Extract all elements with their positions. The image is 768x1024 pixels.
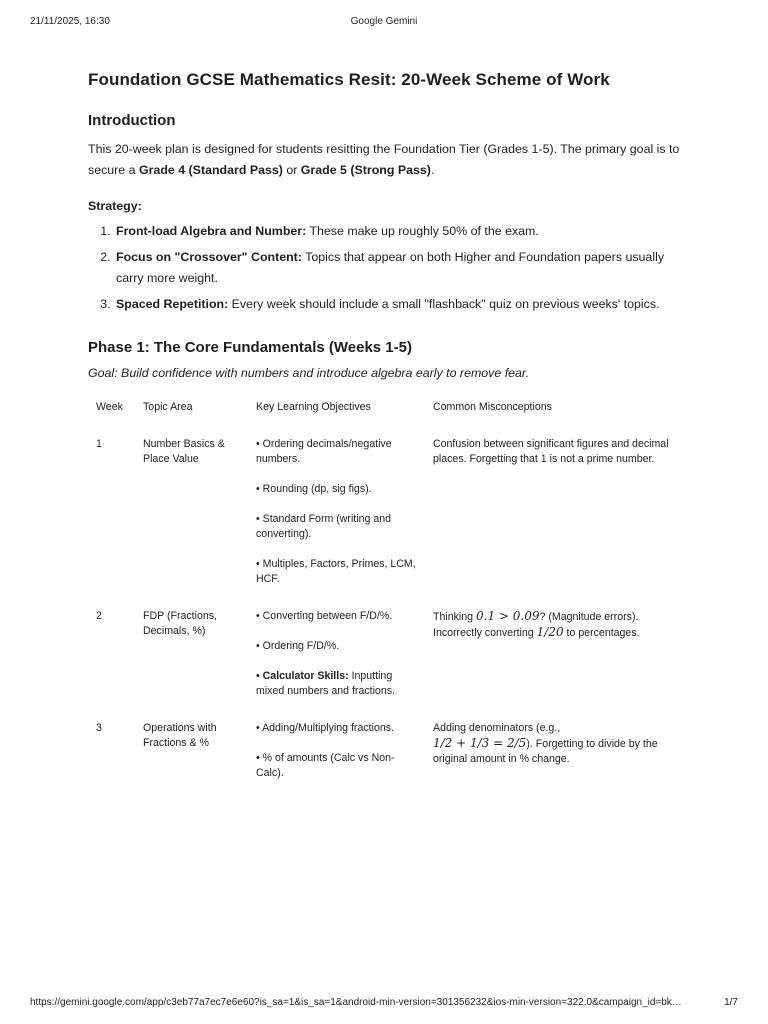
- grade5-emphasis: Grade 5 (Strong Pass): [300, 163, 431, 177]
- objective-item: • Standard Form (writing and converting).: [256, 513, 392, 540]
- phase1-goal: Goal: Build confidence with numbers and introduce algebra early to remove fear.: [88, 366, 530, 380]
- column-header-objectives: Key Learning Objectives: [256, 401, 371, 413]
- scheme-table: [88, 394, 680, 781]
- strategy-label: Strategy:: [88, 199, 142, 213]
- learning-objectives: [248, 721, 425, 781]
- week-number: 2: [96, 610, 102, 622]
- page-number: 1/7: [724, 997, 738, 1008]
- math-expression: 1/20: [536, 625, 564, 639]
- topic-area: Number Basics & Place Value: [143, 438, 225, 465]
- grade4-emphasis: Grade 4 (Standard Pass): [138, 163, 283, 177]
- objective-item: • Ordering F/D/%.: [256, 640, 340, 652]
- objective-item: • Multiples, Factors, Primes, LCM, HCF.: [256, 558, 416, 585]
- document-content: [88, 70, 680, 781]
- math-expression: 1/2 + 1/3 = 2/5: [433, 736, 527, 750]
- objective-item: • Adding/Multiplying fractions.: [256, 722, 394, 734]
- introduction-paragraph: This 20-week plan is designed for students resitting the Foundation Tier (Grades 1-5). The primary goal is to secure a Grade 4 (Standard Pass) or Grade 5 (Strong Pass).: [88, 142, 680, 177]
- objective-item: • Rounding (dp, sig figs).: [256, 483, 372, 495]
- table-header-row: [88, 394, 680, 437]
- document-title: Foundation GCSE Mathematics Resit: 20-Week Scheme of Work: [88, 70, 610, 89]
- topic-area: Operations with Fractions & %: [143, 722, 217, 749]
- week-number: 3: [96, 722, 102, 734]
- column-header-week: Week: [96, 401, 123, 413]
- misconceptions: Confusion between significant figures and decimal places. Forgetting that 1 is not a prime number.: [433, 438, 669, 465]
- topic-area: FDP (Fractions, Decimals, %): [143, 610, 217, 637]
- strategy-item: 1. Front-load Algebra and Number: These make up roughly 50% of the exam.: [114, 221, 680, 242]
- math-expression: 0.1 > 0.09: [476, 609, 540, 623]
- objective-item: • % of amounts (Calc vs Non-Calc).: [256, 752, 395, 779]
- week-number: 1: [96, 438, 102, 450]
- column-header-topic: Topic Area: [143, 401, 193, 413]
- objective-item: • Ordering decimals/negative numbers.: [256, 438, 392, 465]
- objective-item: • Converting between F/D/%.: [256, 610, 393, 622]
- strategy-item: 3. Spaced Repetition: Every week should include a small "flashback" quiz on previous weeks' topics.: [114, 294, 680, 315]
- column-header-misconceptions: Common Misconceptions: [433, 401, 552, 413]
- page-url: https://gemini.google.com/app/c3eb77a7ec7e6e60?is_sa=1&is_sa=1&android-min-version=301356232&ios-min-version=322.0&campaign_id=bk…: [30, 997, 682, 1008]
- table-row: [88, 609, 680, 699]
- strategy-list: [88, 221, 680, 315]
- misconceptions: Adding denominators (e.g., 1/2 + 1/3 = 2/5). Forgetting to divide by the original amount in % change.: [433, 722, 658, 765]
- phase1-heading: Phase 1: The Core Fundamentals (Weeks 1-5): [88, 339, 412, 356]
- print-footer: [30, 997, 738, 1008]
- table-row: [88, 721, 680, 781]
- learning-objectives: [248, 437, 425, 587]
- objective-item: • Calculator Skills: Inputting mixed numbers and fractions.: [256, 670, 395, 697]
- learning-objectives: [248, 609, 425, 699]
- print-datetime: 21/11/2025, 16:30: [30, 16, 110, 27]
- strategy-item: 2. Focus on "Crossover" Content: Topics that appear on both Higher and Foundation papers usually carry more weight.: [114, 247, 680, 289]
- introduction-heading: Introduction: [88, 112, 176, 129]
- print-header: [30, 16, 738, 27]
- table-row: [88, 437, 680, 587]
- print-app-title: Google Gemini: [350, 16, 418, 27]
- misconceptions: Thinking 0.1 > 0.09? (Magnitude errors). Incorrectly converting 1/20 to percentages.: [433, 609, 640, 639]
